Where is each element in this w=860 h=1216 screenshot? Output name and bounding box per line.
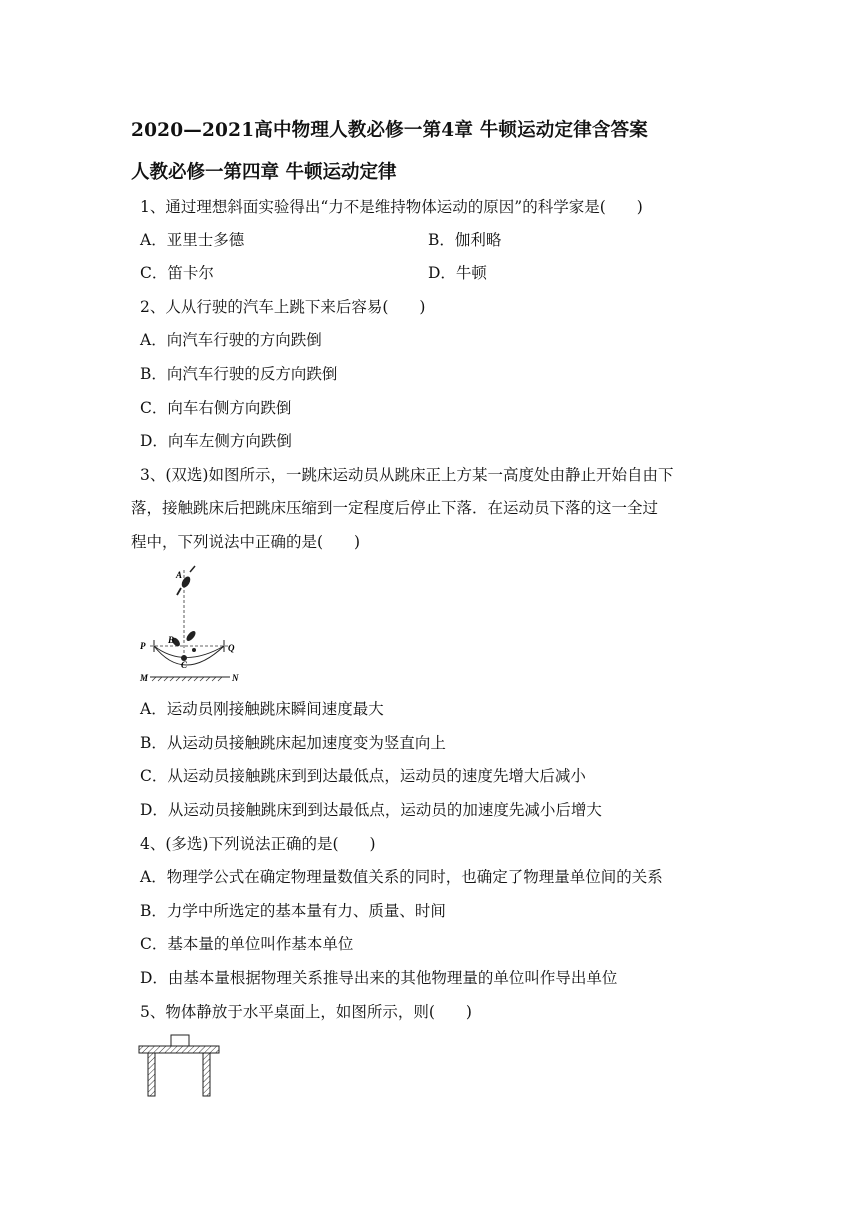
- question-2-option-d: D．向车左侧方向跌倒: [140, 432, 292, 450]
- question-1-option-a: A．亚里士多德: [140, 231, 245, 249]
- label-c: C: [181, 660, 188, 670]
- label-q: Q: [228, 643, 235, 653]
- trampoline-figure: [136, 564, 248, 686]
- chapter-heading: 人教必修一第四章 牛顿运动定律: [131, 162, 397, 183]
- question-4-option-d: D．由基本量根据物理关系推导出来的其他物理量的单位叫作导出单位: [140, 969, 618, 987]
- table-top: [139, 1046, 219, 1053]
- question-3-option-d: D．从运动员接触跳床到到达最低点，运动员的加速度先减小后增大: [140, 801, 602, 819]
- question-3-option-b: B．从运动员接触跳床起加速度变为竖直向上: [140, 734, 446, 752]
- label-b: B: [168, 635, 175, 645]
- question-4-option-a: A．物理学公式在确定物理量数值关系的同时，也确定了物理量单位间的关系: [140, 868, 663, 886]
- question-4-option-b: B．力学中所选定的基本量有力、质量、时间: [140, 902, 446, 920]
- table-leg-left: [148, 1053, 155, 1096]
- question-3-stem-line-3: 程中，下列说法中正确的是( ): [131, 533, 361, 551]
- label-n: N: [232, 673, 239, 683]
- question-5-stem: 5、物体静放于水平桌面上，如图所示，则( ): [140, 1003, 472, 1021]
- question-1-option-d: D．牛顿: [428, 264, 487, 282]
- question-2-option-c: C．向车右侧方向跌倒: [140, 399, 292, 417]
- label-p: P: [140, 641, 146, 651]
- question-2-option-a: A．向汽车行驶的方向跌倒: [140, 331, 322, 349]
- question-1-option-c: C．笛卡尔: [140, 264, 214, 282]
- question-1-stem: 1、通过理想斜面实验得出“力不是维持物体运动的原因”的科学家是( ): [140, 198, 643, 216]
- label-m: M: [140, 673, 149, 683]
- question-2-stem: 2、人从行驶的汽车上跳下来后容易( ): [140, 298, 426, 316]
- question-4-option-c: C．基本量的单位叫作基本单位: [140, 935, 354, 953]
- table-leg-right: [203, 1053, 210, 1096]
- table-figure: [138, 1034, 220, 1098]
- question-2-option-b: B．向汽车行驶的反方向跌倒: [140, 365, 338, 383]
- question-3-option-c: C．从运动员接触跳床到到达最低点，运动员的速度先增大后减小: [140, 767, 586, 785]
- question-3-stem-line-1: 3、(双选)如图所示，一跳床运动员从跳床正上方某一高度处由静止开始自由下: [140, 466, 674, 484]
- question-3-stem-line-2: 落，接触跳床后把跳床压缩到一定程度后停止下落．在运动员下落的这一全过: [131, 499, 659, 517]
- question-1-option-b: B．伽利略: [428, 231, 502, 249]
- question-3-option-a: A．运动员刚接触跳床瞬间速度最大: [140, 700, 384, 718]
- document-title: 2020—2021高中物理人教必修一第4章 牛顿运动定律含答案: [131, 120, 648, 141]
- label-a: A: [176, 570, 183, 580]
- block-object: [171, 1035, 189, 1046]
- question-4-stem: 4、(多选)下列说法正确的是( ): [140, 835, 376, 853]
